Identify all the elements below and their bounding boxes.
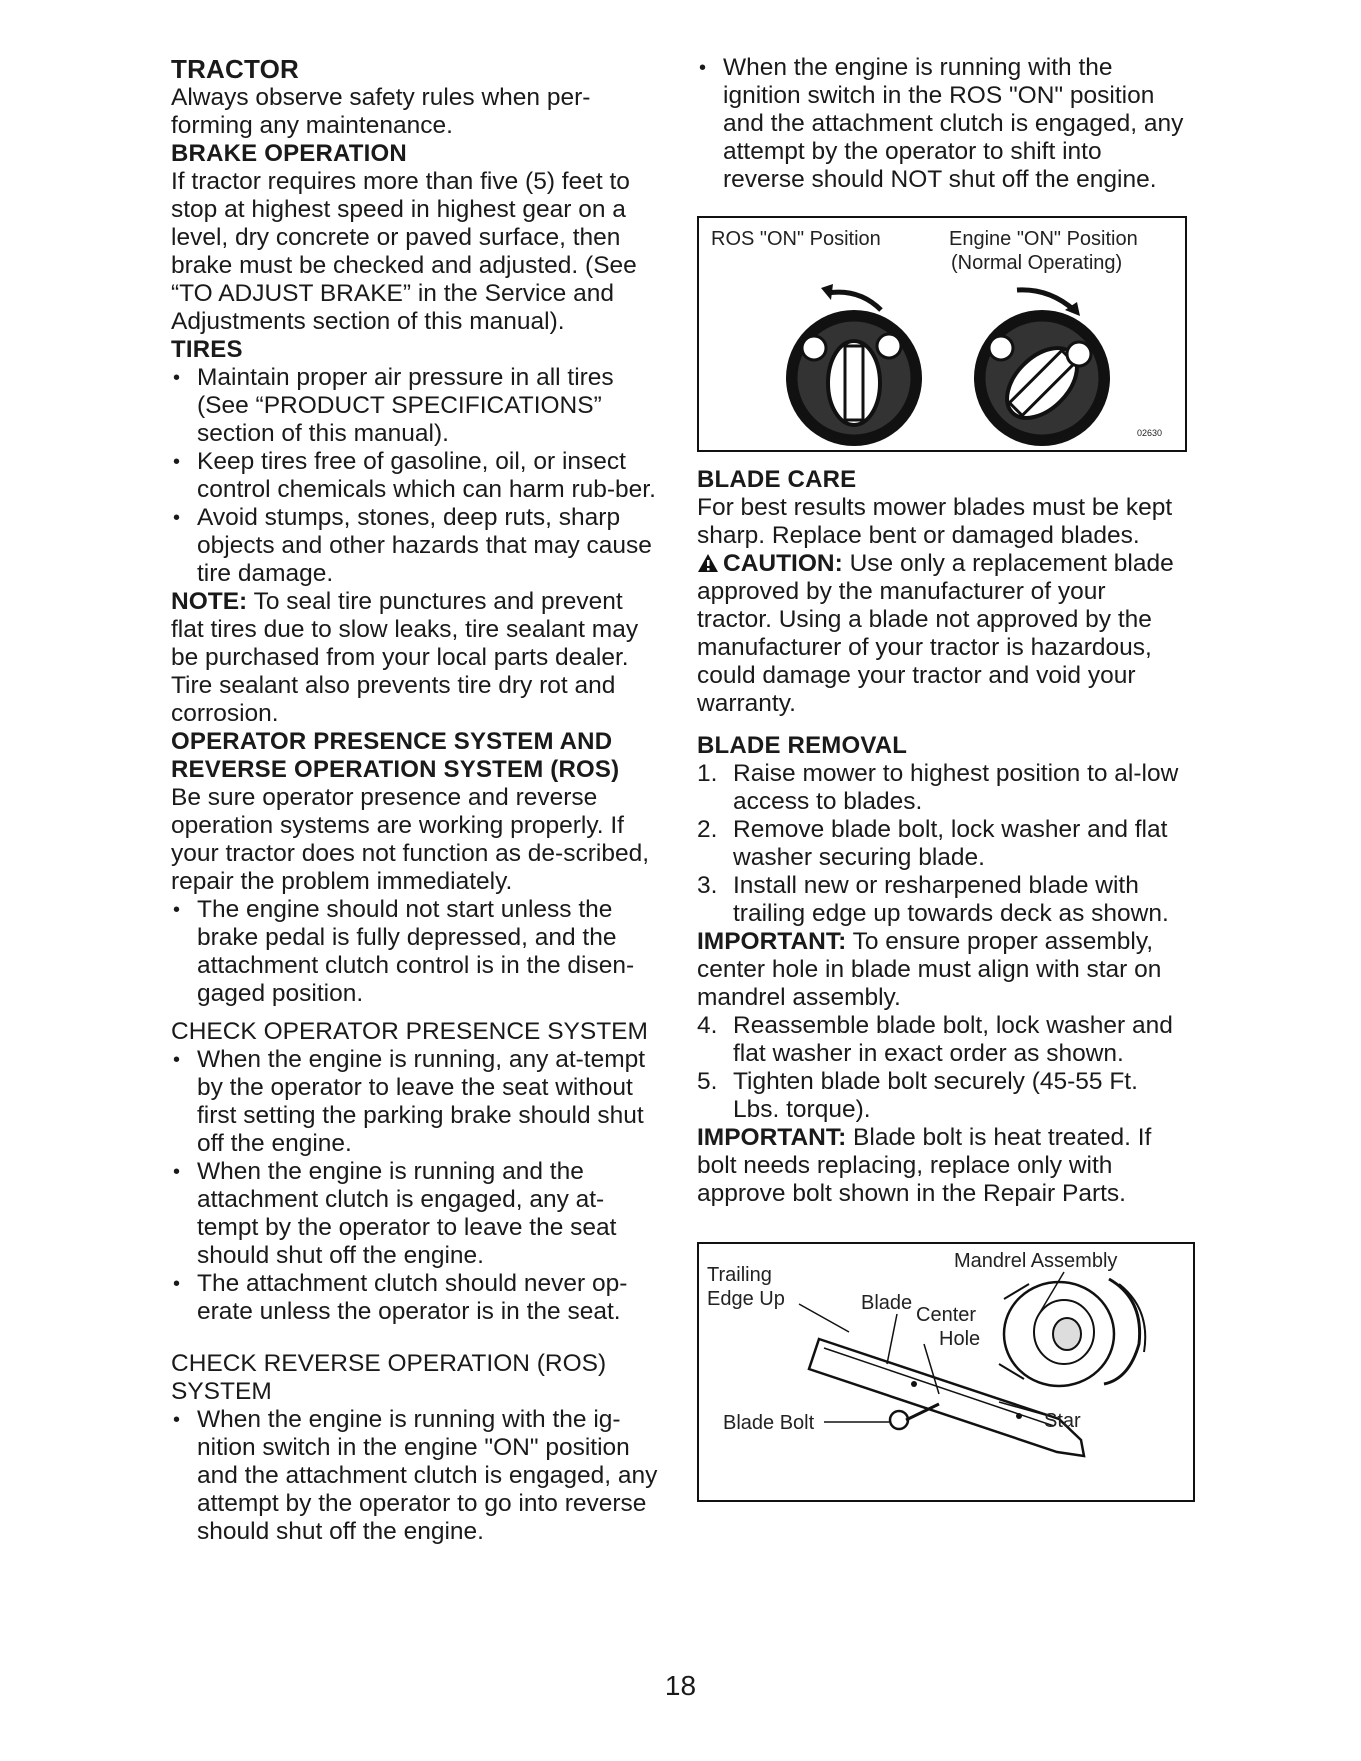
note-paragraph — [171, 588, 661, 728]
center-label: Center — [916, 1304, 977, 1326]
normal-operating-label: (Normal Operating) — [951, 252, 1123, 274]
ops-heading-2: REVERSE OPERATION SYSTEM (ROS) — [171, 756, 620, 783]
important-text: To ensure proper assembly, center hole in blade must align with star on mandrel assembly. — [697, 928, 1162, 1011]
hole-label: Hole — [939, 1328, 981, 1350]
warning-icon — [697, 553, 719, 573]
list-item: • When the engine is running and the attachment clutch is engaged, any at-tempt by the operator to leave the seat should shut off the engine. — [171, 1158, 661, 1270]
blade-care-heading: BLADE CARE — [697, 466, 857, 493]
check-ros-list — [171, 1406, 661, 1546]
blade-assembly-illustration — [699, 1244, 1193, 1500]
trailing-label: Trailing — [707, 1264, 772, 1286]
blade-bolt-label: Blade Bolt — [723, 1412, 815, 1434]
engine-on-label: Engine "ON" Position — [949, 228, 1138, 250]
note-text: To seal tire punctures and prevent flat tires due to slow leaks, tire sealant may be purchased from your local parts dealer. Tire sealant also prevents tire dry rot and corrosion. — [171, 588, 639, 727]
caution-label: CAUTION: — [723, 550, 843, 577]
tires-heading: TIRES — [171, 336, 243, 363]
figure-code: 02630 — [1137, 428, 1163, 438]
list-item: 1. Raise mower to highest position to al-low access to blades. — [697, 760, 1179, 815]
mandrel-assembly-icon — [999, 1279, 1145, 1386]
ros-list — [697, 54, 1187, 194]
star-label: Star — [1044, 1410, 1081, 1432]
ignition-switch-figure — [697, 216, 1187, 452]
important-2 — [697, 1124, 1187, 1208]
list-item: 4. Reassemble blade bolt, lock washer and flat washer in exact order as shown. — [697, 1012, 1173, 1067]
list-item: • When the engine is running with the ignition switch in the ROS "ON" position and the attachment clutch is engaged, any attempt by the operator to shift into reverse should NOT shut off the engine. — [697, 54, 1187, 194]
right-column — [697, 54, 1187, 1502]
mandrel-assembly-label: Mandrel Assembly — [954, 1250, 1118, 1272]
blade-care-text: For best results mower blades must be kept sharp. Replace bent or damaged blades. — [697, 494, 1173, 549]
check-ros-heading: CHECK REVERSE OPERATION (ROS) SYSTEM — [171, 1350, 607, 1405]
check-ops-list — [171, 1046, 661, 1326]
ignition-switch-ros-icon — [786, 284, 922, 446]
blade-removal-steps-b — [697, 1012, 1187, 1124]
blade-assembly-figure — [697, 1242, 1195, 1502]
important-1 — [697, 928, 1187, 1012]
ignition-switches-illustration — [699, 278, 1185, 450]
list-item: 2. Remove blade bolt, lock washer and flat washer securing blade. — [697, 816, 1168, 871]
note-label: NOTE: — [171, 588, 248, 615]
tractor-heading: TRACTOR — [171, 54, 300, 84]
ops-list — [171, 896, 661, 1008]
tires-list — [171, 364, 661, 588]
list-item: 5. Tighten blade bolt securely (45-55 Ft. Lbs. torque). — [697, 1068, 1138, 1123]
important-text: Blade bolt is heat treated. If bolt needs replacing, replace only with approve bolt shown in the Repair Parts. — [697, 1124, 1152, 1207]
page-number: 18 — [664, 1670, 697, 1701]
blade-removal-heading: BLADE REMOVAL — [697, 732, 908, 759]
list-item: • The attachment clutch should never op-erate unless the operator is in the seat. — [171, 1270, 661, 1326]
important-label: IMPORTANT: — [697, 928, 847, 955]
list-item: • Keep tires free of gasoline, oil, or insect control chemicals which can harm rub-ber. — [171, 448, 661, 504]
ros-on-label: ROS "ON" Position — [711, 228, 881, 250]
important-label: IMPORTANT: — [697, 1124, 847, 1151]
list-item: • The engine should not start unless the brake pedal is fully depressed, and the attachment clutch control is in the disen-gaged position. — [171, 896, 661, 1008]
list-item: • Maintain proper air pressure in all tires (See “PRODUCT SPECIFICATIONS” section of this manual). — [171, 364, 661, 448]
brake-text: If tractor requires more than five (5) feet to stop at highest speed in highest gear on a level, dry concrete or paved surface, then brake must be checked and adjusted. (See “TO ADJUST BRAKE” in the Service and Adjustments section of this manual). — [171, 168, 637, 335]
caution-paragraph — [697, 550, 1187, 718]
blade-label: Blade — [861, 1292, 913, 1314]
list-item: • Avoid stumps, stones, deep ruts, sharp objects and other hazards that may cause tire damage. — [171, 504, 661, 588]
brake-heading: BRAKE OPERATION — [171, 140, 407, 167]
blade-bolt-icon — [890, 1404, 939, 1429]
ops-text: Be sure operator presence and reverse operation systems are working properly. If your tractor does not function as de-scribed, repair the problem immediately. — [171, 784, 650, 895]
edge-up-label: Edge Up — [707, 1288, 785, 1310]
ignition-switch-engine-icon — [974, 290, 1110, 446]
list-item: 3. Install new or resharpened blade with trailing edge up towards deck as shown. — [697, 872, 1169, 927]
blade-removal-steps-a — [697, 760, 1187, 928]
tractor-intro: Always observe safety rules when per-forming any maintenance. — [171, 84, 591, 139]
ops-heading-1: OPERATOR PRESENCE SYSTEM AND — [171, 728, 613, 755]
left-column — [171, 54, 661, 1546]
list-item: • When the engine is running with the ig-nition switch in the engine "ON" position and the attachment clutch is engaged, any attempt by the operator to go into reverse should shut off the engine. — [171, 1406, 661, 1546]
check-ops-heading: CHECK OPERATOR PRESENCE SYSTEM — [171, 1018, 648, 1045]
caution-text: Use only a replacement blade approved by the manufacturer of your tractor. Using a blade not approved by the manufacturer of your tractor is hazardous, could damage your tractor and void your warranty. — [697, 550, 1174, 717]
list-item: • When the engine is running, any at-tempt by the operator to leave the seat without first setting the parking brake should shut off the engine. — [171, 1046, 661, 1158]
